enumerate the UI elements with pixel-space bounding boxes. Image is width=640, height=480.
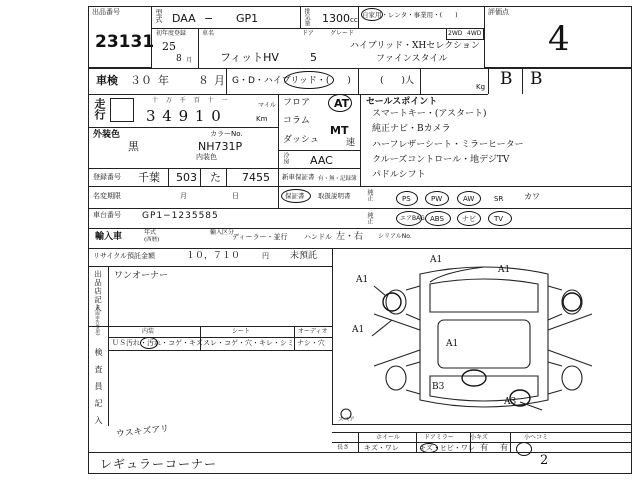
equipment-pw-circle bbox=[425, 191, 449, 206]
registration-class: 503 bbox=[176, 171, 197, 184]
qty-b: 有 bbox=[500, 443, 508, 452]
row-divider bbox=[278, 150, 360, 151]
chassis-number: GP1−1235585 bbox=[142, 211, 219, 221]
equipment-ps-circle bbox=[396, 191, 418, 206]
row-divider bbox=[108, 350, 332, 351]
inspector-head-audio: オーディオ bbox=[298, 328, 328, 335]
equipment-ps: PS bbox=[402, 195, 411, 203]
new-car-warranty-label: 新車保証書 bbox=[282, 173, 315, 181]
mileage-label: 走行 bbox=[93, 98, 106, 120]
divider bbox=[360, 94, 361, 186]
row-divider bbox=[88, 68, 632, 69]
divider bbox=[420, 68, 421, 94]
diagram-mark-a1-left: A1 bbox=[356, 275, 369, 285]
month-label: 月 bbox=[186, 57, 193, 64]
inspector-head-interior: 内装 bbox=[142, 328, 155, 335]
divider bbox=[198, 28, 199, 68]
recycle-status: 未預託 bbox=[290, 251, 318, 261]
model-label: 型式 bbox=[155, 9, 163, 23]
chassis-label: 車台番号 bbox=[93, 211, 121, 219]
sales-points-title: セールスポイント bbox=[366, 97, 438, 107]
sub-score-interior: B bbox=[500, 69, 513, 89]
divider bbox=[300, 6, 301, 28]
diagram-mark-a1-right: A1 bbox=[498, 265, 511, 275]
first-reg-year: 25 bbox=[162, 40, 176, 53]
shift-column: コラム bbox=[283, 116, 310, 126]
mileage-value: 3 4 9 1 0 bbox=[146, 107, 222, 125]
rating-value: 4 bbox=[548, 19, 570, 59]
diagram-mark-a3: A3 bbox=[504, 397, 517, 407]
regular-corner-label: レギュラーコーナー bbox=[100, 457, 218, 471]
equipment-pw: PW bbox=[431, 195, 443, 203]
shift-speed: 速 bbox=[346, 138, 356, 148]
equipment-aw-circle bbox=[457, 191, 481, 206]
inspector-row-1b: スレ・コゲ・穴・キレ・シミ bbox=[203, 339, 294, 347]
doors: 5 bbox=[310, 51, 317, 64]
inspector-handwritten: ウスキズアリ bbox=[115, 424, 170, 440]
divider bbox=[278, 168, 279, 208]
recycle-label: リサイクル預託金額 bbox=[93, 252, 156, 260]
dent-circle bbox=[516, 442, 532, 456]
row-divider bbox=[88, 186, 360, 187]
inspection-year-label: 年 bbox=[158, 74, 169, 87]
inspector-head-seat: シート bbox=[232, 328, 251, 335]
diagram-mark-a1-top: A1 bbox=[430, 255, 443, 265]
inspector-row-1c: ナシ・穴 bbox=[297, 339, 325, 347]
divider bbox=[200, 168, 201, 186]
sales-point-1: スマートキー・(アスタート) bbox=[372, 109, 487, 119]
first-reg-month: 8 bbox=[176, 54, 182, 64]
small-scratch-label: 小キズ bbox=[470, 434, 488, 441]
door-mirror-label: ドアミラー bbox=[424, 434, 454, 441]
genuine-label: 純正 bbox=[366, 212, 373, 224]
row-divider bbox=[88, 208, 360, 209]
row-divider bbox=[88, 94, 488, 95]
divider bbox=[332, 248, 333, 424]
grade: ハイブリッド・XHセレクション bbox=[350, 41, 480, 51]
qty-c: 2 bbox=[540, 453, 549, 468]
equipment-abs: ABS bbox=[430, 215, 444, 223]
interior-color-label: 内装色 bbox=[196, 153, 217, 161]
rating-label: 評価点 bbox=[488, 8, 509, 16]
divider bbox=[358, 68, 359, 94]
inspection-month-label: 月 bbox=[214, 74, 225, 87]
fuel-options: G・D・ハイブリッド・( ) bbox=[232, 76, 351, 86]
serial-label: シリアルNo. bbox=[378, 233, 412, 240]
equipment-leather: カワ bbox=[524, 192, 540, 201]
warranty-book: 保証書 bbox=[285, 192, 305, 200]
equipment-navi: ナビ bbox=[462, 215, 476, 223]
equipment-tv: TV bbox=[494, 215, 504, 223]
recycle-amount: １０，７１０ bbox=[186, 251, 241, 261]
divider bbox=[226, 68, 227, 94]
header-divider bbox=[152, 28, 484, 29]
notes-side-sub: (車両申告事項) bbox=[94, 305, 100, 336]
color-code: NH731P bbox=[198, 140, 243, 153]
exterior-color-label: 外装色 bbox=[93, 130, 121, 140]
handle-label: ハンドル bbox=[304, 233, 332, 241]
name-change-month: 月 bbox=[180, 192, 187, 200]
sales-point-2: 純正ナビ・Bカメラ bbox=[372, 124, 451, 134]
import-year-label: 年式 bbox=[144, 229, 157, 236]
divider bbox=[488, 68, 489, 94]
import-type-label: 輸入区分 bbox=[210, 229, 235, 236]
row-divider bbox=[88, 127, 278, 128]
shift-dash: ダッシュ bbox=[283, 135, 319, 145]
ac-label: 冷房 bbox=[282, 152, 289, 164]
row-divider bbox=[332, 424, 632, 425]
displacement: 1300 bbox=[322, 12, 350, 25]
car-name-label: 車名 bbox=[202, 30, 215, 37]
spare-label: スペア bbox=[338, 417, 355, 423]
mileage-box bbox=[110, 98, 134, 122]
diagram-mark-a1-roof: A1 bbox=[446, 339, 459, 349]
sales-point-4: クルーズコントロール・地デジTV bbox=[372, 155, 510, 165]
mirror-options: キズ・ヒビ・ワレ bbox=[419, 444, 475, 452]
shift-mt: MT bbox=[330, 124, 349, 137]
equipment-airbag-circle bbox=[396, 211, 422, 226]
shift-at-circle bbox=[328, 94, 352, 112]
notes-side-label: 出品店記入 bbox=[93, 270, 103, 313]
sales-point-3: ハーフレザーシート・ミラーヒーター bbox=[372, 140, 524, 150]
exterior-color: 黒 bbox=[128, 140, 139, 153]
inspector-side-label: 検査員記入 bbox=[94, 348, 103, 433]
model-dash: − bbox=[204, 12, 214, 25]
displacement-unit: cc bbox=[350, 16, 358, 24]
sub-score-exterior: B bbox=[530, 69, 543, 89]
import-label: 輸入車 bbox=[95, 232, 123, 242]
equipment-aw: AW bbox=[463, 195, 475, 203]
inspector-row-1-circle bbox=[140, 337, 158, 349]
small-dent-label: 小ヘコミ bbox=[524, 434, 549, 441]
equipment-tv-circle bbox=[488, 211, 512, 226]
first-reg-label: 初年度登録 bbox=[156, 30, 187, 37]
name-change-label: 名変期限 bbox=[93, 192, 121, 200]
row-divider bbox=[88, 266, 332, 267]
notes-line-1: ワンオーナー bbox=[114, 271, 169, 281]
row-divider bbox=[88, 168, 360, 169]
manual: 取扱説明書 bbox=[318, 192, 351, 200]
kg-label: Kg bbox=[476, 83, 486, 91]
factory-label: 純正 bbox=[366, 189, 373, 201]
registration-region: 千葉 bbox=[138, 171, 160, 184]
equipment-airbag: エアBAG bbox=[400, 215, 425, 222]
grade-label: グレード bbox=[330, 30, 355, 37]
import-type: ディーラー・並行 bbox=[232, 233, 288, 241]
sales-point-5: パドルシフト bbox=[372, 170, 426, 180]
model-prefix: DAA bbox=[172, 12, 196, 25]
door-label: ドア bbox=[302, 30, 314, 37]
shift-at: AT bbox=[334, 97, 350, 110]
diagram-mark-a1-side: A1 bbox=[352, 325, 365, 335]
lot-number: 23131 bbox=[95, 32, 155, 52]
qty-a: 有 bbox=[480, 443, 488, 452]
row-divider bbox=[88, 248, 632, 249]
passengers-hint: ( )人 bbox=[380, 76, 415, 86]
shift-floor: フロア bbox=[283, 98, 311, 108]
row-divider bbox=[360, 208, 632, 209]
import-year-sub: (西暦) bbox=[144, 237, 160, 243]
grade-2: ファインスタイル bbox=[376, 54, 448, 64]
inspector-row-1: ＵＳ汚れ・汚れ・コゲ・キズ bbox=[112, 339, 203, 347]
inspection-label: 車検 bbox=[96, 74, 118, 87]
scratch-options: キズ・ワレ bbox=[364, 444, 399, 452]
divider bbox=[522, 68, 523, 94]
warranty-book-circle bbox=[281, 189, 311, 203]
wheel-label: ホイール bbox=[376, 434, 400, 441]
divider bbox=[108, 266, 109, 426]
registration-kana: た bbox=[210, 171, 221, 184]
car-damage-diagram bbox=[334, 250, 632, 422]
use-options: 自家用・レンタ・事業用・( ) bbox=[362, 11, 458, 19]
diagram-mark-b3: B3 bbox=[432, 382, 445, 392]
lot-label: 出品番号 bbox=[92, 8, 120, 16]
divider bbox=[358, 6, 359, 28]
mileage-unit-miles: マイル bbox=[258, 102, 276, 109]
drive-2wd: 2WD bbox=[448, 30, 463, 37]
divider bbox=[226, 168, 227, 186]
color-no-label: カラーNo. bbox=[210, 130, 243, 138]
mileage-unit-km: Km bbox=[256, 115, 268, 123]
equipment-abs-circle bbox=[425, 211, 451, 226]
ac-value: AAC bbox=[310, 154, 333, 167]
divider bbox=[168, 168, 169, 186]
row-divider bbox=[332, 432, 632, 433]
fuel-circle bbox=[284, 71, 334, 89]
displacement-label: 排気量 bbox=[303, 8, 310, 26]
row-divider bbox=[88, 326, 332, 327]
use-circle bbox=[361, 8, 383, 21]
model-code: GP1 bbox=[236, 12, 259, 25]
drive-4wd: 4WD bbox=[467, 30, 482, 37]
divider bbox=[294, 326, 295, 350]
warranty-options: 有・無・記録簿 bbox=[318, 176, 357, 182]
row-divider bbox=[360, 186, 632, 187]
divider bbox=[278, 94, 279, 168]
registration-label: 登録番号 bbox=[93, 173, 121, 181]
length-label: 長さ bbox=[337, 444, 350, 451]
registration-number: 7455 bbox=[242, 171, 270, 184]
inspection-month: ８ bbox=[198, 74, 209, 87]
inspection-year: ３０ bbox=[130, 74, 152, 87]
row-divider bbox=[88, 228, 632, 229]
recycle-yen: 円 bbox=[262, 252, 269, 260]
equipment-sr: SR bbox=[494, 195, 504, 203]
car-name: フィットHV bbox=[220, 51, 279, 64]
handle-value: 左・右 bbox=[336, 232, 364, 242]
name-change-day: 日 bbox=[232, 192, 239, 200]
equipment-navi-circle bbox=[457, 211, 481, 226]
mileage-unit-header: 十 万 千 百 十 一 bbox=[152, 97, 231, 104]
row-divider bbox=[88, 452, 632, 453]
